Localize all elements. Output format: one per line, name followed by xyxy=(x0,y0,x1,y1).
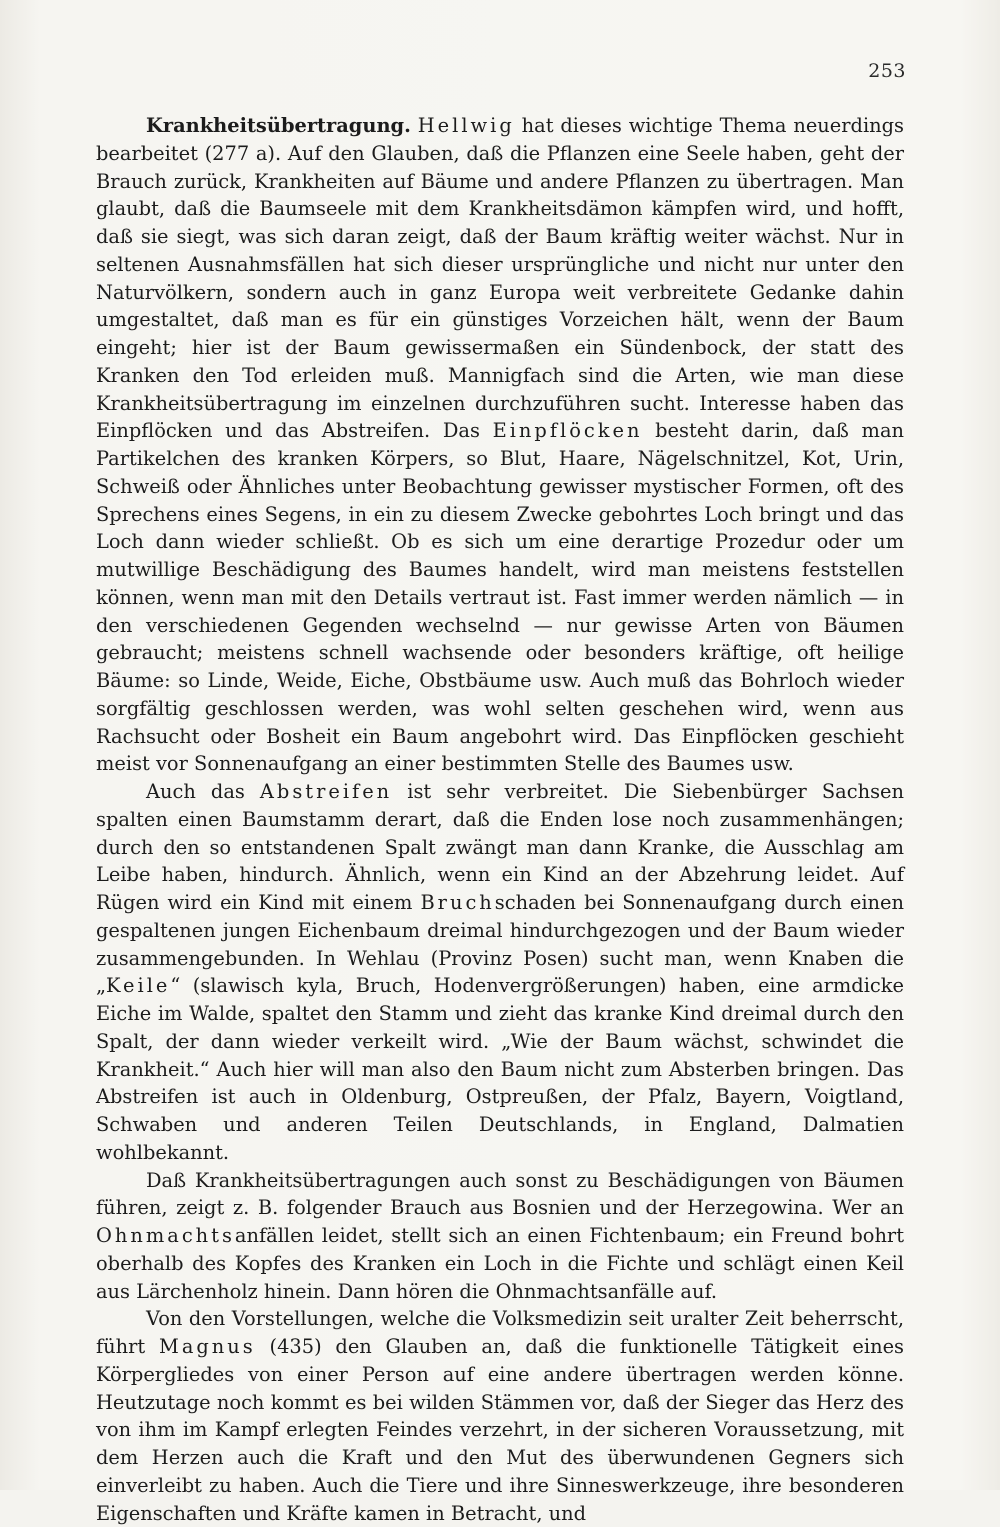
paragraph-text: schaden bei Sonnenaufgang durch einen gespaltenen jungen Eichenbaum dreimal hindurchgezogen und der Baum wieder zusammengebunden. In Wehlau (Provinz Posen) sucht man, wenn Knaben die „ xyxy=(96,891,904,998)
paragraph-3 xyxy=(96,1167,904,1306)
paragraph-text: (435) den Glauben an, daß die funktionelle Tätigkeit eines Körpergliedes von einer Person auf eine andere übertragen werden könne. Heutzutage noch kommt es bei wilden Stämmen vor, daß der Sieger das Herz des von ihm im Kampf erlegten Feindes verzehrt, in der sicheren Voraussetzung, mit dem Herzen auch die Kraft und den Mut des überwundenen Gegners sich einverleibt zu haben. Auch die Tiere und ihre Sinneswerkzeuge, ihre besonderen Eigenschaften und Kräfte kamen in Betracht, und xyxy=(96,1335,904,1525)
paragraph-2 xyxy=(96,778,904,1167)
emphasized-term: Abstreifen xyxy=(259,780,393,803)
section-heading: Krankheitsübertragung. xyxy=(146,114,411,137)
paragraph-text: Daß Krankheitsübertragungen auch sonst zu Beschädigungen von Bäumen führen, zeigt z. B. folgender Brauch aus Bosnien und der Herzegowina. Wer an xyxy=(96,1168,904,1220)
paragraph-text: hat dieses wichtige Thema neuerdings bearbeitet (277 a). Auf den Glauben, daß die Pflanzen eine Seele haben, geht der Brauch zurück, Krankheiten auf Bäume und andere Pflanzen zu übertragen. Man glaubt, daß die Baumseele mit dem Krankheitsdämon kämpfen wird, und hofft, daß sie siegt, was sich daran zeigt, daß der Baum kräftig weiter wächst. Nur in seltenen Ausnahmsfällen hat sich dieser ursprüngliche und nicht nur unter den Naturvölkern, sondern auch in ganz Europa weit verbreitete Gedanke dahin umgestaltet, daß man es für ein günstiges Vorzeichen hält, wenn der Baum eingeht; hier ist der Baum gewissermaßen ein Sündenbock, der statt des Kranken den Tod erleiden muß. Mannigfach sind die Arten, wie man diese Krankheitsübertragung im einzelnen durchzuführen sucht. Interesse haben das Einpflöcken und das Abstreifen. Das xyxy=(96,114,904,443)
emphasized-term: Einpflöcken xyxy=(492,419,643,443)
body-text xyxy=(96,112,904,1527)
paragraph-4 xyxy=(96,1305,904,1527)
paragraph-1 xyxy=(96,112,904,778)
page-number: 253 xyxy=(868,60,906,82)
paragraph-text: Auch das xyxy=(146,780,260,803)
paragraph-text: “ (slawisch kyla, Bruch, Hodenvergrößerungen) haben, eine armdicke Eiche im Walde, spaltet den Stamm und zieht das kranke Kind dreimal durch den Spalt, der dann wieder verkeilt wird. „Wie der Baum wächst, schwindet die Krankheit.“ Auch hier will man also den Baum nicht zum Absterben bringen. Das Abstreifen ist auch in Oldenburg, Ostpreußen, der Pfalz, Bayern, Voigtland, Schwaben und anderen Teilen Deutschlands, in England, Dalmatien wohlbekannt. xyxy=(96,974,904,1164)
emphasized-term: Bruch xyxy=(420,891,495,914)
emphasized-term: Keile xyxy=(106,974,171,998)
paragraph-text: ist sehr verbreitet. Die Siebenbürger Sachsen spalten einen Baumstamm derart, daß die Enden lose noch zusammenhängen; durch den so entstandenen Spalt zwängt man dann Kranke, die Ausschlag am Leibe haben, hindurch. Ähnlich, wenn ein Kind an der Abzehrung leidet. Auf Rügen wird ein Kind mit einem xyxy=(96,780,905,914)
author-name: Magnus xyxy=(158,1335,256,1358)
emphasized-term: Ohnmachts xyxy=(96,1224,235,1247)
paragraph-text: anfällen leidet, stellt sich an einen Fichtenbaum; ein Freund bohrt oberhalb des Kopfes des Kranken ein Loch in die Fichte und schlägt einen Keil aus Lärchenholz hinein. Dann hören die Ohnmachtsanfälle auf. xyxy=(96,1224,904,1303)
paragraph-text: besteht darin, daß man Partikelchen des kranken Körpers, so Blut, Haare, Nägelschnitzel, Kot, Urin, Schweiß oder Ähnliches unter Beobachtung gewisser mystischer Formen, oft des Sprechens eines Segens, in ein zu diesem Zwecke gebohrtes Loch bringt und das Loch dann wieder schließt. Ob es sich um eine derartige Prozedur oder um mutwillige Beschädigung des Baumes handelt, wird man meistens feststellen können, wenn man mit den Details vertraut ist. Fast immer werden nämlich — in den verschiedenen Gegenden wechselnd — nur gewisse Arten von Bäumen gebraucht; meistens schnell wachsende oder besonders kräftige, oft heilige Bäume: so Linde, Weide, Eiche, Obstbäume usw. Auch muß das Bohrloch wieder sorgfältig geschlossen werden, was wohl selten geschehen wird, wenn aus Rachsucht oder Bosheit ein Baum angebohrt wird. Das Einpflöcken geschieht meist vor Sonnenaufgang an einer bestimmten Stelle des Baumes usw. xyxy=(96,419,904,776)
paragraph-text: Von den Vorstellungen, welche die Volksmedizin seit uralter Zeit beherrscht, führt xyxy=(96,1307,904,1358)
author-name: Hellwig xyxy=(417,114,515,137)
